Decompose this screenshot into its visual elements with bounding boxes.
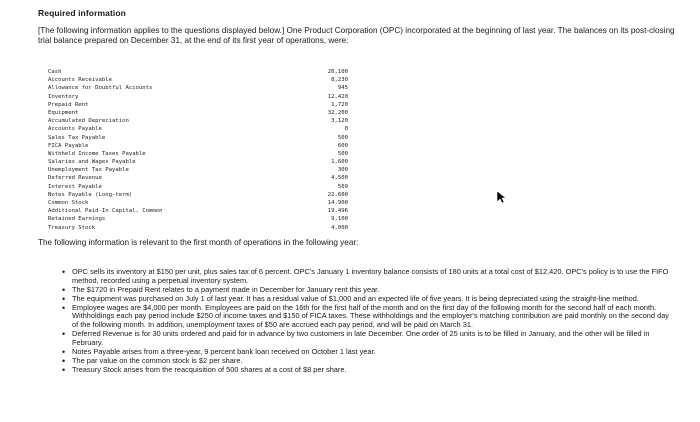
trial-balance-row <box>48 134 348 142</box>
mouse-cursor-icon <box>496 190 506 204</box>
account-name: Common Stock <box>48 200 89 206</box>
account-name: Interest Payable <box>48 183 102 190</box>
account-name: Cash <box>48 69 62 75</box>
account-name: Accounts Receivable <box>48 77 112 84</box>
trial-balance-row <box>48 117 348 125</box>
relevant-info-line: The following information is relevant to the first month of operations in the following year: <box>38 238 359 247</box>
account-amount: 500 <box>337 134 348 141</box>
account-name: Inventory <box>48 93 79 100</box>
account-amount: 1,600 <box>331 159 348 166</box>
account-name: Prepaid Rent <box>48 101 89 108</box>
account-amount: 4,500 <box>331 175 348 182</box>
account-amount: 12,420 <box>327 93 348 100</box>
account-name: Retained Earnings <box>48 216 106 223</box>
account-name: Sales Tax Payable <box>48 134 106 141</box>
account-name: Allowance for Doubtful Accounts <box>48 85 153 92</box>
trial-balance-row <box>48 109 348 117</box>
account-amount: 500 <box>337 150 348 157</box>
account-amount: 8,230 <box>331 77 348 84</box>
operations-bullet-list <box>62 268 674 375</box>
trial-balance-row <box>48 183 348 191</box>
trial-balance-row <box>48 166 348 174</box>
trial-balance-row <box>48 76 348 84</box>
trial-balance-row <box>48 68 348 76</box>
account-amount: 9,100 <box>331 216 348 223</box>
account-amount: 32,200 <box>327 109 348 116</box>
trial-balance-row <box>48 215 348 223</box>
bullet-item: • The par value on the common stock is $2 per share. <box>62 357 674 366</box>
account-amount: 14,900 <box>327 200 348 206</box>
bullet-item: • Treasury Stock arises from the reacquisition of 500 shares at a cost of $8 per share. <box>62 366 674 375</box>
account-name: Accounts Payable <box>48 126 102 133</box>
account-amount: 0 <box>344 126 348 133</box>
trial-balance-row <box>48 125 348 133</box>
account-amount: 1,720 <box>331 101 348 108</box>
account-name: Unemployment Tax Payable <box>48 167 129 174</box>
trial-balance-row <box>48 199 348 207</box>
trial-balance-row <box>48 207 348 215</box>
account-amount: 22,600 <box>327 191 348 198</box>
account-name: FICA Payable <box>48 142 89 149</box>
account-name: Additional Paid-In Capital, Common <box>48 208 163 215</box>
required-information-heading: Required information <box>38 8 126 18</box>
trial-balance-row <box>48 101 348 109</box>
intro-paragraph: [The following information applies to the questions displayed below.] One Product Corporation (OPC) incorporated at the beginning of last year. The balances on its post-closing trial balance prepared on December 31, at the end of its first year of operations, were: <box>38 26 675 45</box>
trial-balance-row <box>48 191 348 199</box>
account-amount: 4,000 <box>331 224 348 231</box>
account-name: Accumulated Depreciation <box>48 118 129 125</box>
trial-balance-row <box>48 150 348 158</box>
account-amount: 3,120 <box>331 118 348 125</box>
account-amount: 300 <box>337 167 348 174</box>
account-name: Notes Payable (Long-term) <box>48 191 133 198</box>
trial-balance-row <box>48 142 348 150</box>
account-amount: 509 <box>337 183 348 190</box>
bullet-item: • Notes Payable arises from a three-year, 9 percent bank loan received on October 1 last year. <box>62 348 674 357</box>
account-amount: 945 <box>337 85 348 92</box>
trial-balance-row <box>48 224 348 232</box>
account-name: Withheld Income Taxes Payable <box>48 150 146 157</box>
trial-balance-row <box>48 158 348 166</box>
account-amount: 19,496 <box>327 208 348 215</box>
trial-balance-row <box>48 174 348 182</box>
account-name: Treasury Stock <box>48 224 96 231</box>
bullet-item: • Employee wages are $4,000 per month. Employees are paid on the 16th for the first half of the month and on the first day of the following month for the second half of each month. Withholdings each pay period include $250 of income taxes and $150 of FICA taxes. These withholdings and the employer's matching contribution are paid monthly on the second day of the following month. In addition, unemployment taxes of $50 are accrued each pay period, and will be paid on March 31. <box>62 304 674 330</box>
bullet-item: • Deferred Revenue is for 30 units ordered and paid for in advance by two customers in late December. One order of 25 units is to be filled in January, and the other will be filled in February. <box>62 330 674 347</box>
account-amount: 20,100 <box>327 69 348 75</box>
account-name: Deferred Revenue <box>48 175 102 182</box>
bullet-item: • The $1720 in Prepaid Rent relates to a payment made in December for January rent this year. <box>62 286 674 295</box>
account-name: Salaries and Wages Payable <box>48 159 136 166</box>
trial-balance-row <box>48 84 348 92</box>
trial-balance-row <box>48 93 348 101</box>
bullet-item: • The equipment was purchased on July 1 of last year. It has a residual value of $1,000 and an expected life of five years. It is being depreciated using the straight-line method. <box>62 295 674 304</box>
trial-balance-table <box>48 68 348 232</box>
account-name: Equipment <box>48 109 79 116</box>
bullet-item: • OPC sells its inventory at $150 per unit, plus sales tax of 6 percent. OPC's January 1 inventory balance consists of 180 units at a total cost of $12,420. OPC's policy is to use the FIFO method, recorded using a perpetual inventory system. <box>62 268 674 285</box>
account-amount: 600 <box>337 142 348 149</box>
